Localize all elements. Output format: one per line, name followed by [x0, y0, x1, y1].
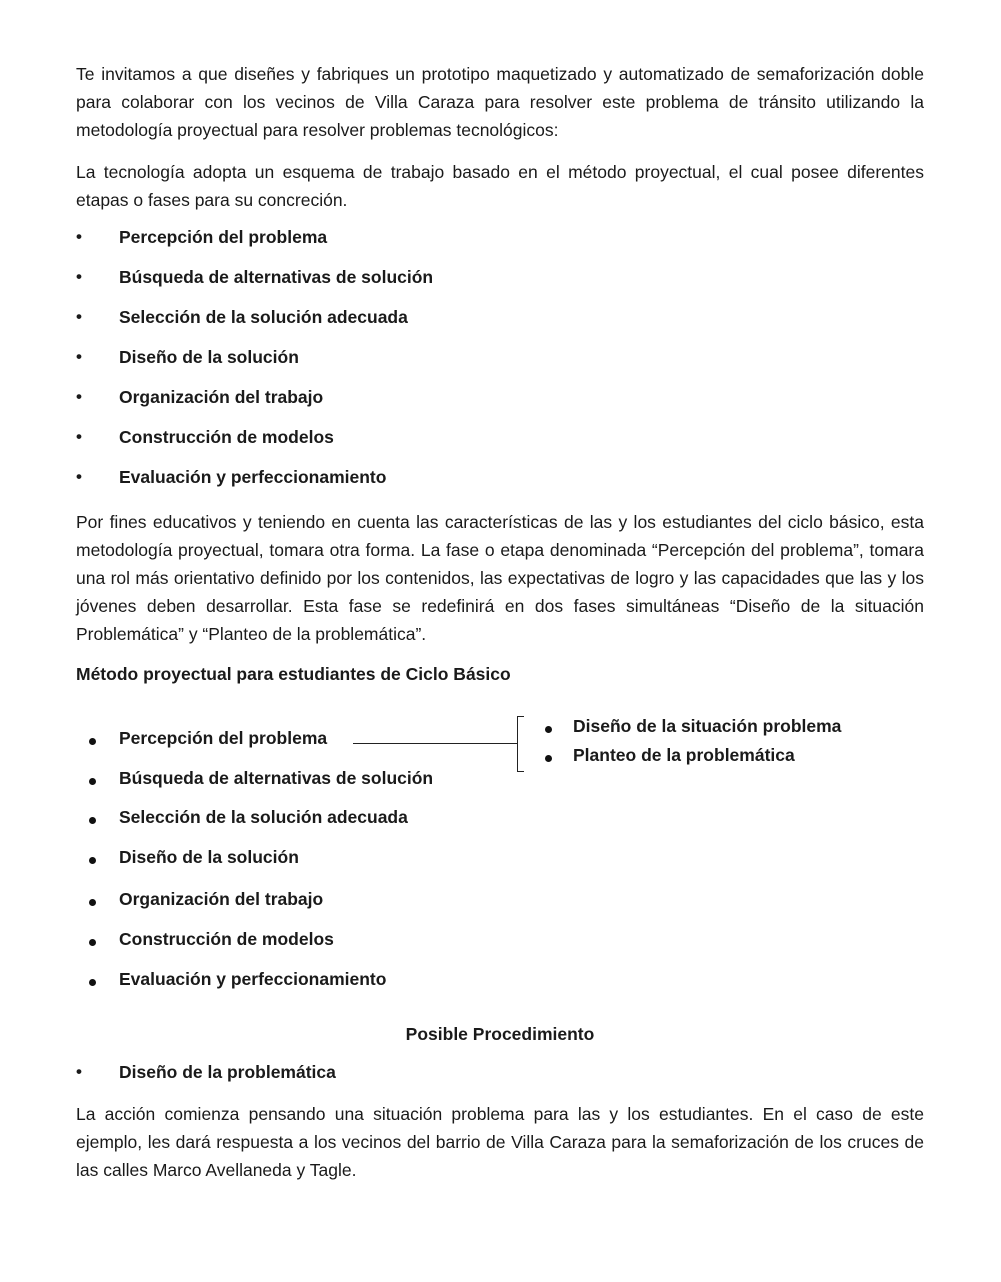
- bullet-icon: •: [76, 467, 82, 486]
- bullet-icon: [545, 726, 552, 733]
- bullet-icon: [545, 755, 552, 762]
- bullet-icon: [89, 778, 96, 785]
- bullet-icon: •: [76, 1062, 82, 1081]
- bullet-icon: •: [76, 387, 82, 406]
- bullet-icon: •: [76, 227, 82, 246]
- method-heading: Método proyectual para estudiantes de Ciclo Básico: [76, 664, 511, 684]
- bullet-icon: •: [76, 427, 82, 446]
- closing-paragraph: La acción comienza pensando una situación problema para las y los estudiantes. En el caso de este ejemplo, les dará respuesta a los vecinos del barrio de Villa Caraza para la semaforización de los cruces de las calles Marco Avellaneda y Tagle.: [76, 1104, 924, 1180]
- intro-paragraph: Te invitamos a que diseñes y fabriques un prototipo maquetizado y automatizado de semaforización doble para colaborar con los vecinos de Villa Caraza para resolver este problema de tránsito utilizando la metodología proyectual para resolver problemas tecnológicos:: [76, 64, 924, 140]
- connector-line: [353, 743, 518, 744]
- bullet-icon: [89, 738, 96, 745]
- bullet-icon: •: [76, 347, 82, 366]
- procedure-heading: Posible Procedimiento: [405, 1024, 595, 1044]
- bullet-icon: [89, 857, 96, 864]
- bullet-icon: [89, 899, 96, 906]
- bullet-icon: [89, 979, 96, 986]
- bullet-icon: [89, 939, 96, 946]
- educational-paragraph: Por fines educativos y teniendo en cuenta las características de las y los estudiantes del ciclo básico, esta metodología proyectual, tomara otra forma. La fase o etapa denominada “Percepción del problema”, tomara una rol más orientativo definido por los contenidos, las expectativas de logro y las capacidades que las y los jóvenes deben desarrollar. Esta fase se redefinirá en dos fases simultáneas “Diseño de la situación Problemática” y “Planteo de la problemática”.: [76, 512, 924, 644]
- bullet-icon: [89, 817, 96, 824]
- bullet-icon: •: [76, 307, 82, 326]
- bullet-icon: •: [76, 267, 82, 286]
- bracket: [517, 716, 524, 772]
- method-paragraph: La tecnología adopta un esquema de trabajo basado en el método proyectual, el cual posee diferentes etapas o fases para su concreción.: [76, 162, 924, 210]
